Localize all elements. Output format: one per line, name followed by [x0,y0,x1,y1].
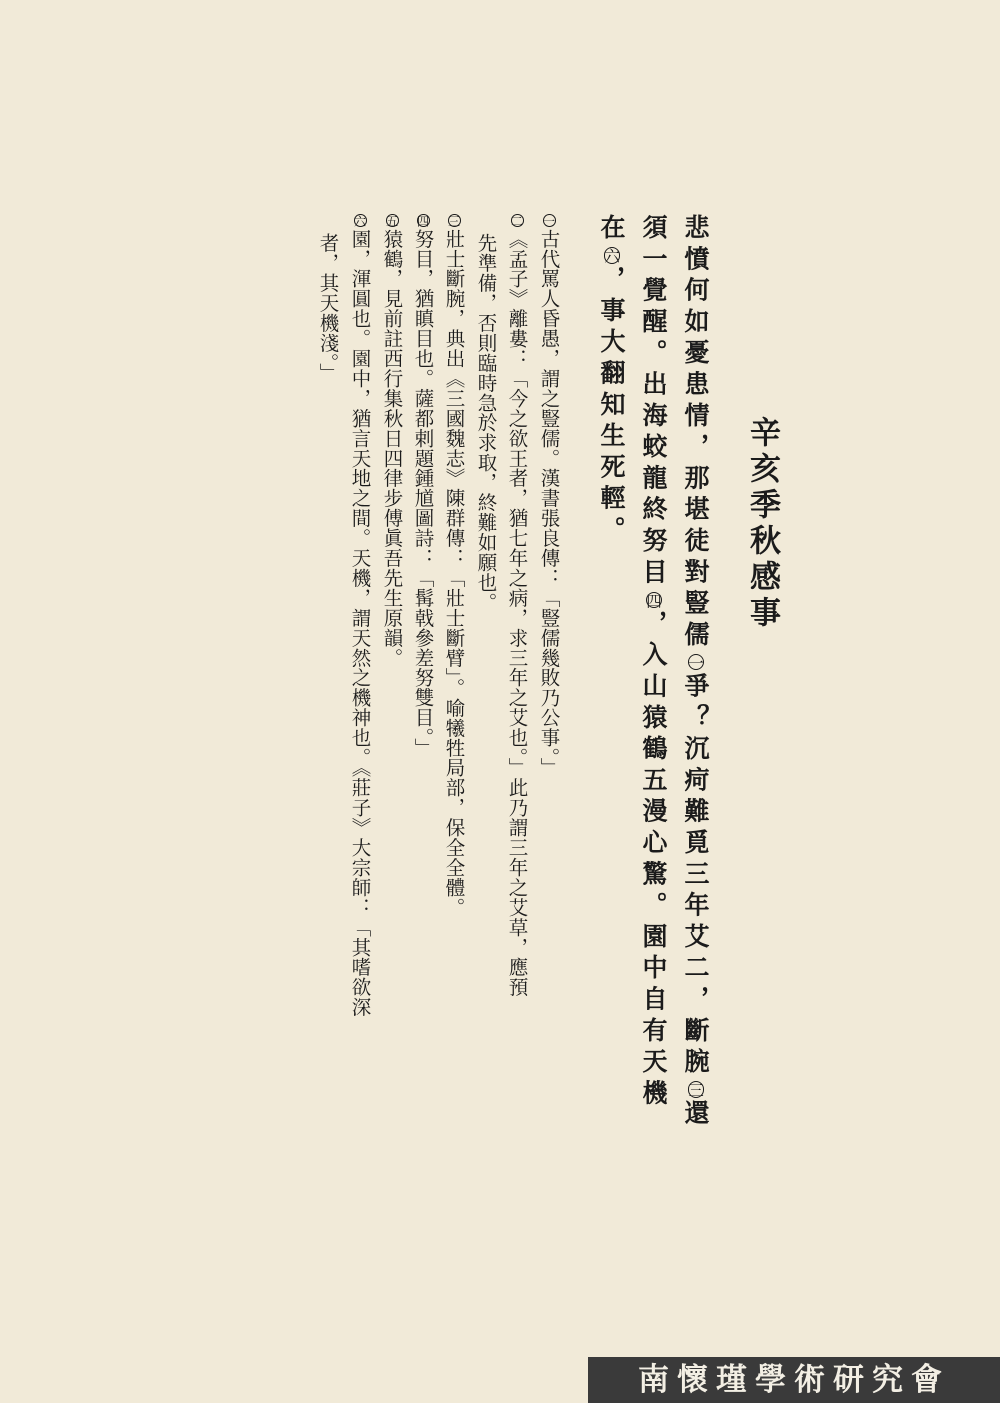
poem-line-1-text: 悲憤何如憂患情，那堪徒對豎儒 [681,214,710,653]
footnote-marker-1: 一 [686,655,704,671]
footnote-number-1: 一 [541,215,556,228]
footnote-3 [444,212,464,917]
footnote-6-text-cont: 者，其天機淺。」 [316,233,340,383]
footnote-3-text: 壯士斷腕，典出《三國魏志》陳群傳：「壯士斷臂」。喻犧牲局部，保全全體。 [442,228,466,918]
footnote-1-text: 古代罵人昏愚，謂之豎儒。漢書張良傳：「豎儒幾敗乃公事。」 [537,228,561,778]
poem-line-3-text-cont: ，事大翻知生死輕。 [597,265,626,548]
poem-line-1-text-cont: 爭？沉疴難覓三年艾 [681,672,710,955]
publisher-banner: 南懷瑾學術研究會 [588,1357,1000,1403]
poem-line-1-text-end: 還 [681,1099,710,1131]
poem-line-3-text: 在 [597,214,626,246]
footnote-2-continued [476,233,496,612]
footnote-number-3: 三 [446,215,461,228]
footnote-marker-3: 三 [686,1082,704,1098]
poem-line-2-text: 須一覺醒。出海蛟龍終努目 [639,214,668,590]
footnote-4-text: 努目，猶瞋目也。薩都剌題鍾馗圖詩：「髯戟參差努雙目。」 [411,228,435,758]
poem-line-3 [599,214,624,547]
footnote-5 [382,212,402,668]
footnote-1 [539,212,559,778]
poem-line-2 [641,214,666,1111]
footnote-number-2: 二 [509,215,524,228]
footnote-number-5: 五 [384,215,399,228]
poem-line-2-text-cont: ，入山猿鶴 [639,609,668,767]
poem-line-1-text-tail: 二，斷腕 [681,954,710,1080]
footnote-number-4: 四 [415,215,430,228]
footnote-2-text: 《孟子》離婁：「今之欲王者，猶七年之病，求三年之艾也。」此乃謂三年之艾草，應預 [505,228,529,997]
footnote-2-text-cont: 先準備，否則臨時急於求取，終難如願也。 [474,233,498,613]
footnote-6 [350,212,370,1017]
footnote-2 [507,212,527,997]
poem-title: 辛亥季秋感事 [744,416,780,632]
poem-line-1 [683,214,708,1131]
footnote-4 [413,212,433,758]
footnote-number-6: 六 [352,215,367,228]
footnote-marker-6: 六 [602,248,620,264]
footnote-6-continued [318,233,338,383]
footnote-6-text: 園，渾圓也。園中，猶言天地之間。天機，謂天然之機神也。《莊子》大宗師：「其嗜欲深 [348,228,372,1017]
footnote-5-text: 猿鶴，見前註西行集秋日四律步傅眞吾先生原韻。 [380,228,404,668]
poem-line-2-text-tail: 五漫心驚。園中自有天機 [639,766,668,1111]
footnote-marker-4: 四 [644,592,662,609]
